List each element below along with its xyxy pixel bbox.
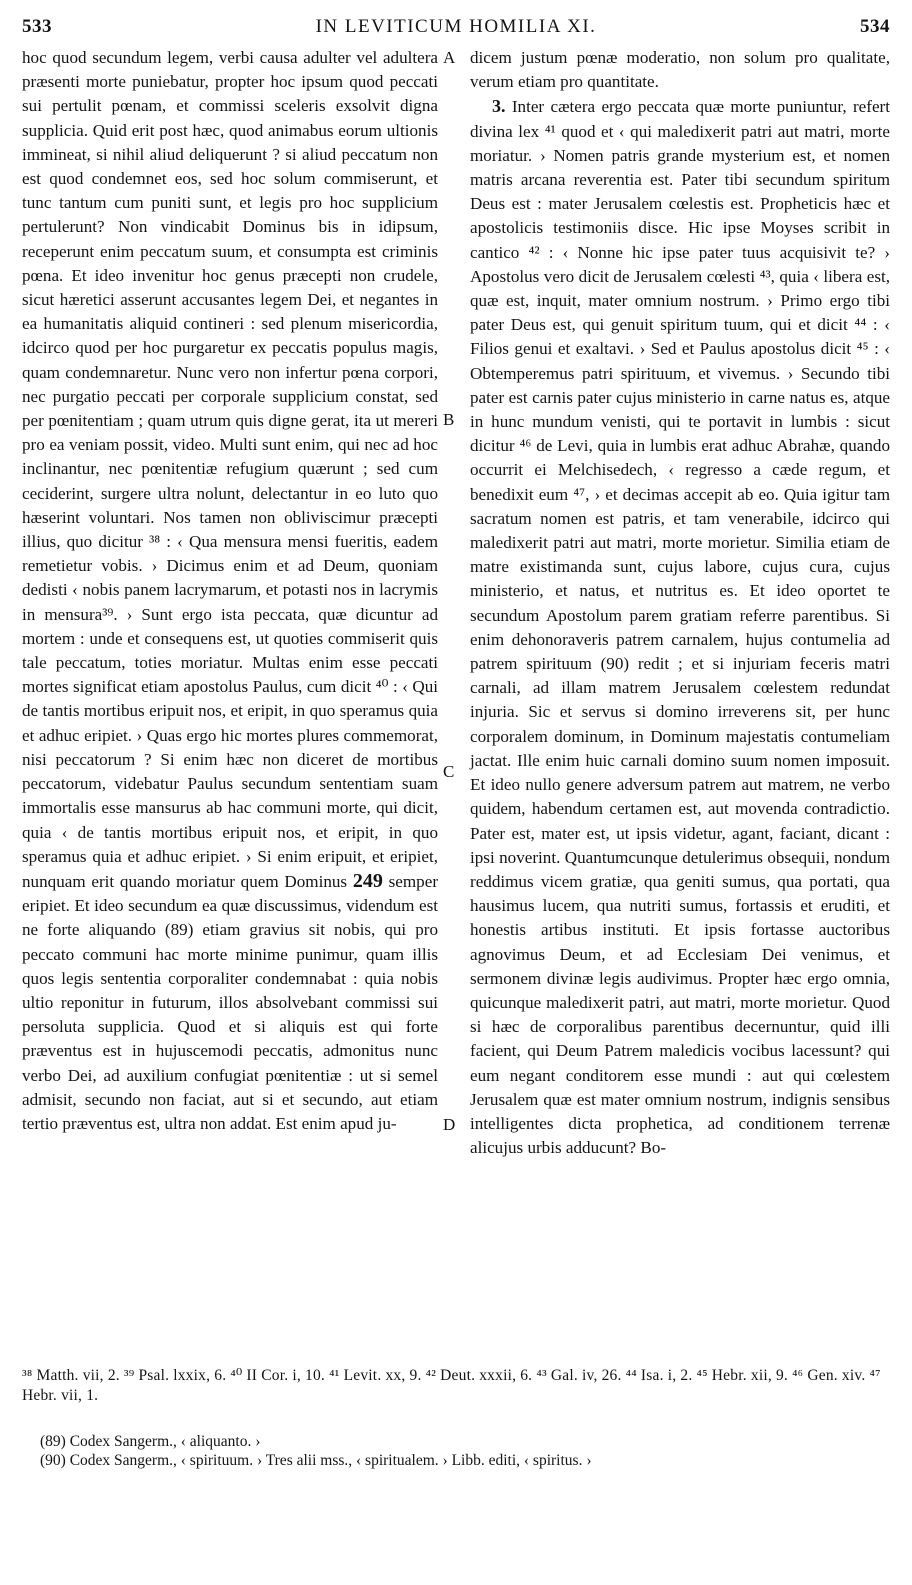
right-paragraph-section <box>470 94 890 1160</box>
running-title: IN LEVITICUM HOMILIA XI. <box>315 16 597 37</box>
left-column <box>22 46 438 1136</box>
left-paragraph-text: hoc quod secundum legem, verbi causa adulter vel adultera præsenti morte puniebatur, propter hoc ipsum quod peccati sui pertulit pœnam, et commissi sceleris exsolvit digna supplicia. Quid erit post hæc, quod animabus eorum ultionis immineat, si nihil aliud deliquerunt ? si aliud peccatum non est quod condemnet eos, sed hoc solum commiserunt, et tunc tantum cum puniti sunt, et legis pro hoc supplicium pertulerunt? Non vindicabit Dominus bis in idipsum, receperunt enim peccatum suum, et consumpta est criminis pœna. Et ideo invenitur hoc genus præcepti non crudele, sicut hæretici asserunt accusantes legem Dei, et negantes in ea humanitatis aliquid contineri : sed plenum misericordia, idcirco quod per hoc purgaretur ex peccatis populus magis, quam condemnaretur. Nunc vero non infertur pœna corpori, nec purgatio peccati per corporale supplicium constat, sed per pœnitentiam ; quam utrum quis digne gerat, ita ut mereri pro ea veniam possit, video. Multi sunt enim, qui nec ad hoc inclinantur, nec pœnitentiæ refugium quærunt ; sed cum ceciderint, surgere ultra nolunt, delectantur in eo luto quo hæserint voluntari. Nos tamen non obliviscimur præcepti illius, quo dicitur ³⁸ : ‹ Qua mensura mensi fueritis, eadem remetietur vobis. › Dicimus enim et ad Deum, quoniam dedisti ‹ nobis panem lacrymarum, et potasti nos in lacrymis in mensura³⁹. › Sunt ergo ista peccata, quæ dicuntur ad mortem : unde et consequens est, ut quoties commiserit quis tale peccatum, toties moriatur. Multas enim esse peccati mortes significat etiam apostolus Paulus, cum dicit ⁴⁰ : ‹ Qui de tantis mortibus eripuit nos, et eripit, in quo speramus quia et adhuc eripiet. › Quas ergo hic mortes plures commemorat, nisi peccatorum ? Si enim hæc non diceret de mortibus peccatorum, videbatur Paulus secundum sententiam suam immortalis esse mansurus ab hac communi morte, qui dicit, quia ‹ de tantis mortibus eripuit nos, et eripit, in quo speramus quia et adhuc eripiet. › Si enim eripuit, et eripiet, nunquam erit quando moriatur quem Dominus <box>22 48 438 891</box>
section-number: 3. <box>492 96 506 117</box>
left-paragraph-continuation: semper eripiet. Et ideo secundum ea quæ discussimus, videndum est ne forte aliquando (89) etiam gravius sit nobis, qui pro peccato communi hac morte minime punimur, quam illis quos legis sententia corporaliter condemnabat : quia nobis ultio reponitur in futurum, illos absolvebant commissi sui persoluta supplicia. Quod et si aliquis est qui forte præventus est in hujuscemodi peccatis, admonitus nunc verbo Dei, ad auxilium confugiat pœnitentiæ : ut si semel admisit, secundo non faciat, aut si et secundo, aut etiam tertio præventus est, ultra non addat. Est enim apud ju- <box>22 871 439 1133</box>
left-paragraph <box>22 46 438 1136</box>
right-column <box>470 46 890 1160</box>
note-89: (89) Codex Sangerm., ‹ aliquanto. › <box>40 1433 261 1450</box>
margin-marker-d: D <box>443 1115 456 1134</box>
page-number-left: 533 <box>22 16 52 37</box>
scripture-references: ³⁸ Matth. vii, 2. ³⁹ Psal. lxxix, 6. ⁴⁰ II Cor. i, 10. ⁴¹ Levit. xx, 9. ⁴² Deut. xxxii, 6. ⁴³ Gal. iv, 26. ⁴⁴ Isa. i, 2. ⁴⁵ Hebr. xii, 9. ⁴⁶ Gen. xiv. ⁴⁷ Hebr. vii, 1. <box>22 1367 881 1404</box>
margin-marker-a: A <box>443 48 456 67</box>
note-90: (90) Codex Sangerm., ‹ spirituum. › Tres alii mss., ‹ spiritualem. › Libb. editi, ‹ spiritus. › <box>40 1452 592 1469</box>
running-head <box>22 16 890 44</box>
margin-marker-b: B <box>443 410 455 429</box>
right-paragraph-opening: dicem justum pœnæ moderatio, non solum pro qualitate, verum etiam pro quantitate. <box>470 48 890 92</box>
page-number-right: 534 <box>860 16 890 37</box>
critical-notes <box>40 1432 890 1470</box>
edition-page-number: 249 <box>352 869 383 892</box>
right-paragraph-text: Inter cætera ergo peccata quæ morte puniuntur, refert divina lex ⁴¹ quod et ‹ qui maledixerit patri aut matri, morte moriatur. › Nomen patris grande mysterium est, et nomen matris arcana reverentia est. Pater tibi secundum spiritum Deus est : mater Jerusalem cœlestis est. Propheticis hæc et apostolicis testimoniis disce. Hic ipse Moyses scribit in cantico ⁴² : ‹ Nonne hic ipse pater tuus acquisivit te? › Apostolus vero dicit de Jerusalem cœlesti ⁴³, quia ‹ libera est, quæ est, inquit, mater omnium nostrum. › Primo ergo tibi pater Deus est, qui genuit spiritum tuum, qui et dicit ⁴⁴ : ‹ Filios genui et exaltavi. › Sed et Paulus apostolus dicit ⁴⁵ : ‹ Obtemperemus patri spirituum, et vivemus. › Secundo tibi pater est carnis pater cujus ministerio in carne natus es, atque in hunc mundum venisti, qui te portavit in lumbis : sicut dicitur ⁴⁶ de Levi, quia in lumbis erat adhuc Abrahæ, quando occurrit ei Melchisedech, ‹ regresso a cæde regum, et benedixit eum ⁴⁷, › et decimas accepit ab eo. Quia igitur tam sacratum nomen est patris, et tam venerabile, idcirco qui maledixerit patri aut matri, morte morietur. Similia etiam de matre existimanda sunt, cujus labore, cujus cura, cujus ministerio, et natus, et nutritus es. Et ideo oportet te secundum Apostolum parem gratiam referre parentibus. Si enim dehonoraveris patrem carnalem, hujus contumelia ad patrem spirituum (90) redit ; et si injuriam feceris matri carnali, ad illam matrem Jerusalem cœlestem redundat injuria. Sic et servus si domino irreverens sit, per hunc corporalem dominum, in Dominum majestatis contumeliam jactat. Ille enim huic carnali domino suum nomen imposuit. Et ideo nullo genere adversum patrem aut matrem, ne verbo quidem, habendum certamen est, aut movenda contradictio. Pater est, mater est, ut ipsis videtur, agant, faciant, dicant : ipsi noverint. Quantumcunque detulerimus obsequii, nondum reddimus vicem gratiæ, qua geniti sumus, qua portati, qua hausimus lucem, qua nutriti sumus, fortassis et eruditi, et honestis artibus instituti. Et ipsis fortasse auctoribus agnovimus Deum, et ad Ecclesiam Dei venimus, et sermonem divinæ legis audivimus. Propter hæc ergo omnia, quicunque maledixerit patri, aut matri, morte morietur. Quod si hæc de corporalibus parentibus decernuntur, quid illi facient, qui Deum Patrem maledicis vocibus lacessunt? qui eum negant conditorem esse mundi : aut qui cœlestem Jerusalem quæ est mater omnium nostrum, indignis sensibus intelligentes dicta prophetica, ad conditionem terrenæ alicujus urbis adducunt? Bo- <box>470 97 890 1158</box>
margin-marker-c: C <box>443 762 455 781</box>
